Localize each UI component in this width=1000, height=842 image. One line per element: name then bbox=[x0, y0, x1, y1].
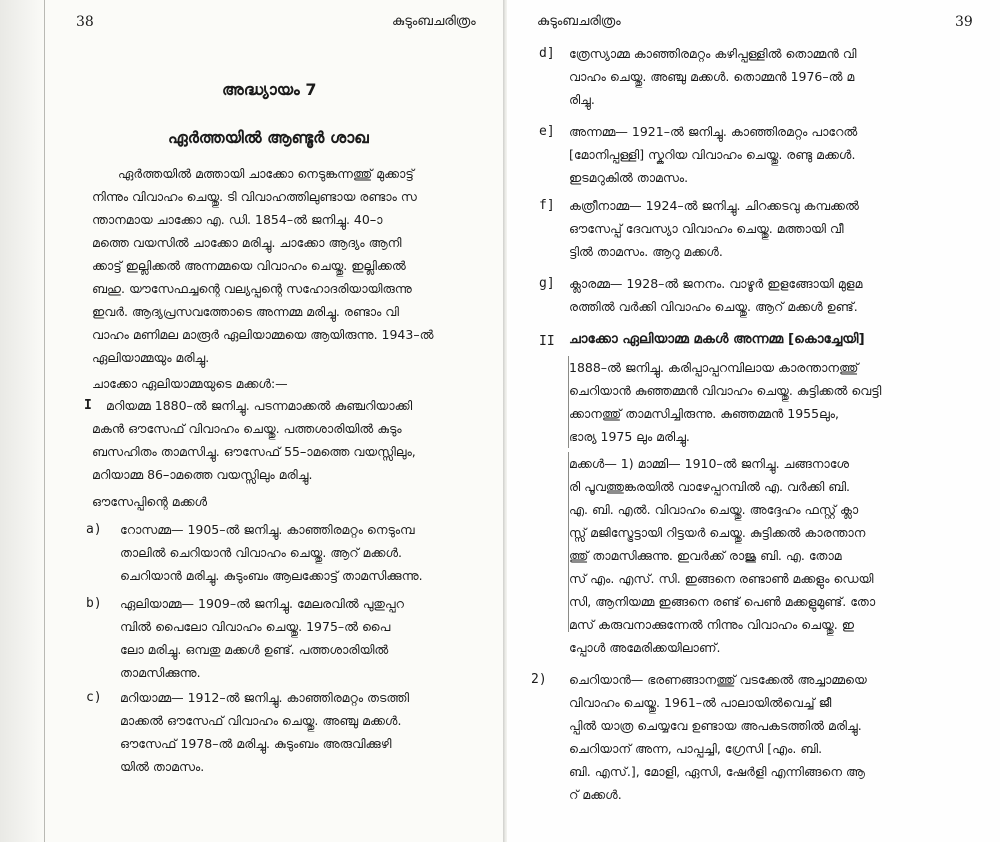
item-line: ഇടമറുകിൽ താമസം. bbox=[569, 170, 689, 185]
item-line: മാക്കൽ ഔസേഫ് വിവാഹം ചെയ്തു. അഞ്ചു മക്കൾ. bbox=[120, 713, 402, 728]
item-line: ക്ലാരമ്മ— 1928–ൽ ജനനം. വാഴൂർ ഇളങ്ങോയി മുളമ bbox=[569, 276, 863, 291]
item-line: ട്ടിൽ താമസം. ആറു മക്കൾ. bbox=[569, 244, 723, 259]
section-line: ഭാര്യ 1975 ലും മരിച്ചു. bbox=[569, 429, 690, 444]
mariyamma-line: ബസഹിതം താമസിച്ചു. ഔസേഫ് 55–ാമത്തെ വയസ്സിലും, bbox=[92, 444, 416, 459]
children-line: മക്കൾ— 1) മാമ്മി— 1910–ൽ ജനിച്ചു. ചങ്ങനാശേ bbox=[569, 456, 850, 471]
item-line: രിച്ചു. bbox=[569, 92, 595, 107]
running-head-right: കുടുംബചരിത്രം bbox=[537, 14, 621, 29]
item-mark: b) bbox=[86, 596, 102, 611]
intro-line: ഇവർ. ആദ്യപ്രസവത്തോടെ അന്നമ്മ മരിച്ചു. രണ്ടാം വി bbox=[92, 304, 399, 319]
children-line: പ്പോൾ അമേരിക്കയിലാണ്. bbox=[569, 640, 721, 655]
item-line: ഏലിയാമ്മ— 1909–ൽ ജനിച്ചു. മേലരവിൽ പുതുപ്പറ bbox=[120, 596, 404, 611]
intro-line: ന്താനമായ ചാക്കോ എ. ഡി. 1854–ൽ ജനിച്ചു. 40–ാ bbox=[92, 212, 383, 227]
section-line: ക്കാനത്തു് താമസിച്ചിരുന്നു. കുഞ്ഞമ്മൻ 1955ലും, bbox=[569, 406, 839, 421]
joseph-children-heading: ഔസേപ്പിന്റെ മക്കൾ bbox=[92, 494, 208, 509]
section-line: 1888–ൽ ജനിച്ചു. കരിപ്പാപ്പറമ്പിലായ കാരന്താനത്തു് bbox=[569, 360, 859, 375]
item-mark: g] bbox=[539, 276, 555, 291]
children-line: രി പൂവത്തുങ്കരയിൽ വാഴേപ്പറമ്പിൽ എ. വർക്കി ബി. bbox=[569, 479, 851, 494]
intro-line: നിന്നും വിവാഹം ചെയ്തു. ടി വിവാഹത്തിലുണ്ടായ രണ്ടാം സ bbox=[92, 189, 417, 204]
children-line: സ് എം. എസ്. സി. ഇങ്ങനെ രണ്ടാൺ മക്കളും ഡെയി bbox=[569, 571, 874, 586]
intro-line: മത്തെ വയസിൽ ചാക്കോ മരിച്ചു. ചാക്കോ ആദ്യം ആനി bbox=[92, 235, 402, 250]
item-mark: d] bbox=[539, 46, 555, 61]
item2-line: റ് മക്കൾ. bbox=[569, 787, 622, 802]
item-line: ഔസേപ്പ് ദേവസ്യാ വിവാഹം ചെയ്തു. മത്തായി വീ bbox=[569, 221, 844, 236]
item-line: ചെറിയാൻ മരിച്ചു. കുടുംബം ആലക്കോട്ട് താമസിക്കുന്നു. bbox=[120, 568, 423, 583]
item-mark: a) bbox=[86, 522, 102, 537]
item-line: ഔസേഫ് 1978–ൽ മരിച്ചു. കുടുംബം അരുവിക്കുഴി bbox=[120, 736, 392, 751]
item-line: റോസമ്മ— 1905–ൽ ജനിച്ചു. കാഞ്ഞിരമറ്റം നെടുംമ്പ bbox=[120, 522, 415, 537]
item-line: താലിൽ ചെറിയാൻ വിവാഹം ചെയ്തു. ആറ് മക്കൾ. bbox=[120, 545, 402, 560]
running-head-left: കുടുംബചരിത്രം bbox=[392, 14, 476, 29]
intro-line: ക്കാട്ട് ഇല്ലിക്കൽ അന്നമ്മയെ വിവാഹം ചെയ്തു. ഇല്ലിക്കൽ bbox=[92, 258, 406, 273]
margin-rule bbox=[568, 452, 569, 632]
mariyamma-line: മറിയാമ്മ 86–ാമത്തെ വയസ്സിലും മരിച്ചു. bbox=[92, 467, 313, 482]
mariyamma-line: മറിയമ്മ 1880–ൽ ജനിച്ചു. പടന്നമാക്കൽ കുഞ്ചറിയാക്കി bbox=[106, 398, 413, 413]
item-line: രത്തിൽ വർക്കി വിവാഹം ചെയ്തു. ആറ് മക്കൾ ഉണ്ട്. bbox=[569, 299, 858, 314]
item-line: ത്രേസ്യാമ്മ കാഞ്ഞിരമറ്റം കഴിപ്പള്ളിൽ തൊമ്മൻ വി bbox=[569, 46, 857, 61]
children-line: ത്തു് താമസിക്കുന്നു. ഇവർക്ക് രാജു ബി. എ. തോമ bbox=[569, 548, 842, 563]
item-mark: c) bbox=[86, 690, 102, 705]
page-edge-shadow bbox=[0, 0, 46, 842]
item-line: താമസിക്കുന്നു. bbox=[120, 665, 201, 680]
item2-line: ചെറിയാന് അന്ന, പാപ്പച്ചി, ഗ്രേസി [എം. ബി. bbox=[569, 741, 823, 756]
intro-line: ഏർത്തയിൽ മത്തായി ചാക്കോ നെടുങ്കന്നത്തു് മുക്കാട്ട് bbox=[118, 166, 414, 181]
item-line: വാഹം ചെയ്തു. അഞ്ചു മക്കൾ. തൊമ്മൻ 1976–ൽ മ bbox=[569, 69, 855, 84]
children-line: സ്സ് മജിസ്ട്രേട്ടായി റിട്ടയർ ചെയ്തു. കുട്ടിക്കൽ കാരന്താന bbox=[569, 525, 866, 540]
intro-line: വാഹം മണിമല മാരൂർ ഏലിയാമ്മയെ ആയിരുന്നു. 1943–ൽ bbox=[92, 327, 434, 342]
item-mark: 2) bbox=[531, 672, 547, 687]
item-line: മറിയാമ്മ— 1912–ൽ ജനിച്ചു. കാഞ്ഞിരമറ്റം തടത്തി bbox=[120, 690, 410, 705]
item-line: മ്പിൽ പൈലോ വിവാഹം ചെയ്തു. 1975–ൽ പൈ bbox=[120, 619, 391, 634]
children-line: സി, ആനിയമ്മ ഇങ്ങനെ രണ്ട് പെൺ മക്കളുമുണ്ട്. തോ bbox=[569, 594, 876, 609]
children-line: മസ് കരുവനാക്കുന്നേൽ നിന്നും വിവാഹം ചെയ്തു. ഇ bbox=[569, 617, 854, 632]
item-line: കത്രീനാമ്മ— 1924–ൽ ജനിച്ചു. ചിറക്കടവു കമ്പക്കൽ bbox=[569, 198, 859, 213]
section-heading: ചാക്കോ ഏലിയാമ്മ മകൾ അന്നമ്മ [കൊച്ചേയി] bbox=[569, 331, 865, 347]
children-line: എ. ബി. എൽ. വിവാഹം ചെയ്തു. അദ്ദേഹം ഫസ്റ്റ് ക്ലാ bbox=[569, 502, 859, 517]
section-mark: II bbox=[539, 334, 555, 349]
item2-line: ചെറിയാൻ— ഭരണങ്ങാനത്തു് വടക്കേൽ അച്ചാമ്മയെ bbox=[569, 672, 867, 687]
page-number-left: 38 bbox=[76, 14, 94, 30]
item-mark: e] bbox=[539, 124, 555, 139]
right-page bbox=[507, 0, 1000, 842]
page-number-right: 39 bbox=[955, 14, 973, 30]
intro-line: ബഹു. യൗസേഫച്ചന്റെ വല്യപ്പന്റെ സഹോദരിയായിരുന്നു bbox=[92, 281, 412, 296]
margin-rule bbox=[568, 356, 569, 448]
children-heading: ചാക്കോ ഏലിയാമ്മയുടെ മക്കൾ:— bbox=[92, 376, 288, 391]
item-mark: I bbox=[84, 398, 92, 413]
section-line: ചെറിയാൻ കുഞ്ഞമ്മൻ വിവാഹം ചെയ്തു. കുട്ടിക്കൽ വെട്ടി bbox=[569, 383, 882, 398]
item-line: [മോനിപ്പള്ളി] സ്കറിയ വിവാഹം ചെയ്തു. രണ്ടു മക്കൾ. bbox=[569, 147, 856, 162]
page-edge-line bbox=[44, 0, 45, 842]
item2-line: ബി. എസ്.], മോളി, ഏസി, ഷേർളി എന്നിങ്ങനെ ആ bbox=[569, 764, 865, 779]
intro-line: ഏലിയാമ്മയും മരിച്ചു. bbox=[92, 350, 210, 365]
chapter-label: അദ്ധ്യായം 7 bbox=[222, 80, 317, 99]
item-line: അന്നമ്മ— 1921–ൽ ജനിച്ചു. കാഞ്ഞിരമറ്റം പാറേൽ bbox=[569, 124, 858, 139]
item-line: യിൽ താമസം. bbox=[120, 759, 205, 774]
item2-line: വിവാഹം ചെയ്തു. 1961–ൽ പാലായിൽവെച്ച് ജീ bbox=[569, 695, 832, 710]
mariyamma-line: മകൻ ഔസേഫ് വിവാഹം ചെയ്തു. പത്തശാരിയിൽ കുടും bbox=[92, 421, 402, 436]
chapter-title: ഏർത്തയിൽ ആണ്ടൂർ ശാഖ bbox=[168, 128, 369, 147]
item-line: ലോ മരിച്ചു. ഒമ്പതു മക്കൾ ഉണ്ട്. പത്തശാരിയിൽ bbox=[120, 642, 389, 657]
item-mark: f] bbox=[539, 198, 555, 213]
item2-line: പ്പിൽ യാത്ര ചെയ്യവേ ഉണ്ടായ അപകടത്തിൽ മരിച്ചു. bbox=[569, 718, 862, 733]
